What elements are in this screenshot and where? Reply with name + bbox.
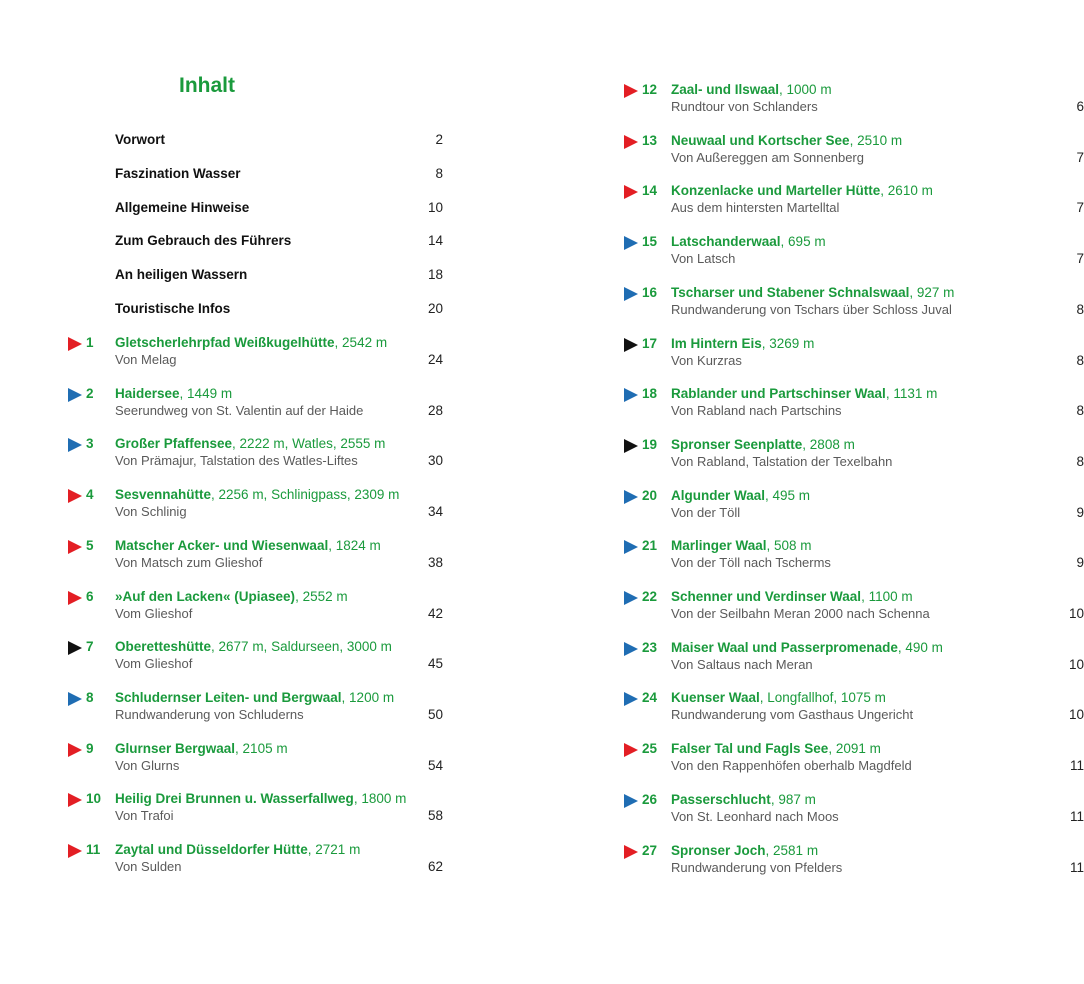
- tour-page-number: 11: [1069, 758, 1084, 774]
- toc-entry-title: Vorwort: [115, 132, 165, 147]
- tour-page-number: 38: [427, 554, 443, 570]
- tour-detail: , 695 m: [780, 234, 826, 250]
- toc-entry-page: 10: [427, 199, 443, 215]
- tour-detail: , 927 m: [909, 284, 955, 300]
- tour-name: Oberetteshütte: [115, 639, 212, 655]
- toc-entry[interactable]: [115, 267, 443, 287]
- tour-subtitle: Von Prämajur, Talstation des Watles-Liftes: [115, 453, 358, 469]
- difficulty-red-triangle-icon: [68, 591, 82, 605]
- tour-page-number: 10: [1068, 707, 1084, 723]
- tour-detail: , 2510 m: [849, 132, 903, 148]
- tour-detail: , 1449 m: [179, 385, 233, 401]
- tour-number: 7: [86, 639, 94, 655]
- tour-title: [671, 183, 933, 198]
- tour-detail: , 2721 m: [307, 842, 361, 857]
- tour-subtitle: Von Latsch: [671, 251, 736, 267]
- tour-title: [671, 437, 855, 452]
- tour-name: Glurnser Bergwaal: [115, 740, 236, 756]
- tour-detail: , 495 m: [765, 487, 811, 503]
- tour-page-number: 9: [1076, 555, 1084, 571]
- tour-page-number: 50: [427, 706, 443, 722]
- tour-number: 24: [642, 690, 658, 706]
- tour-entry[interactable]: [624, 386, 1084, 430]
- tour-page-number: 7: [1076, 251, 1084, 267]
- tour-page-number: 24: [427, 352, 443, 367]
- tour-detail: , 2581 m: [765, 842, 819, 858]
- tour-number: 23: [642, 639, 658, 655]
- tour-entry[interactable]: [68, 690, 443, 734]
- tour-name: Zaal- und Ilswaal: [671, 82, 780, 97]
- tour-subtitle: Seerundweg von St. Valentin auf der Haide: [115, 402, 364, 418]
- difficulty-blue-triangle-icon: [68, 438, 82, 452]
- tour-number: 18: [642, 386, 658, 402]
- tour-title: [115, 335, 387, 350]
- tour-detail: , 508 m: [766, 538, 812, 554]
- tour-entry[interactable]: [68, 741, 443, 785]
- tour-entry[interactable]: [68, 487, 443, 531]
- tour-detail: , 1000 m: [779, 82, 832, 97]
- tour-name: Spronser Joch: [671, 842, 766, 858]
- tour-number: 16: [642, 284, 658, 300]
- tour-page-number: 8: [1076, 453, 1084, 469]
- tour-entry[interactable]: [624, 336, 1084, 380]
- tour-subtitle: Von Glurns: [115, 757, 180, 773]
- difficulty-red-triangle-icon: [624, 185, 638, 199]
- tour-subtitle: Rundwanderung von Pfelders: [671, 859, 843, 875]
- tour-entry[interactable]: [624, 183, 1084, 227]
- tour-title: [671, 336, 814, 351]
- right-page: [560, 0, 1084, 984]
- difficulty-blue-triangle-icon: [624, 794, 638, 808]
- tour-name: Latschanderwaal: [671, 234, 781, 250]
- tour-detail: , 2552 m: [295, 588, 348, 604]
- tour-entry[interactable]: [68, 589, 443, 633]
- tour-subtitle: Von Melag: [115, 352, 177, 367]
- tour-number: 17: [642, 335, 658, 351]
- tour-title: [115, 538, 381, 553]
- difficulty-red-triangle-icon: [68, 743, 82, 757]
- tour-entry[interactable]: [624, 690, 1084, 734]
- tour-title: [115, 842, 360, 857]
- toc-entry[interactable]: [115, 200, 443, 220]
- difficulty-red-triangle-icon: [624, 84, 638, 98]
- tour-number: 19: [642, 436, 658, 452]
- tour-page-number: 30: [427, 453, 443, 469]
- difficulty-black-triangle-icon: [68, 641, 82, 655]
- difficulty-red-triangle-icon: [68, 337, 82, 351]
- tour-detail: , 2091 m: [828, 741, 881, 757]
- tour-name: Gletscherlehrpfad Weißkugelhütte: [115, 335, 335, 350]
- tour-name: Falser Tal und Fagls See: [671, 741, 829, 757]
- tour-name: Schenner und Verdinser Waal: [671, 589, 862, 604]
- tour-title: [115, 487, 399, 502]
- tour-entry[interactable]: [68, 436, 443, 480]
- tour-entry[interactable]: [624, 589, 1084, 633]
- difficulty-blue-triangle-icon: [68, 692, 82, 706]
- toc-entry-title: Zum Gebrauch des Führers: [115, 233, 292, 249]
- tour-title: [671, 741, 881, 756]
- tour-subtitle: Von Außereggen am Sonnenberg: [671, 149, 864, 165]
- tour-entry[interactable]: [68, 335, 443, 379]
- tour-title: [671, 133, 902, 148]
- tour-subtitle: Vom Glieshof: [115, 656, 193, 672]
- tour-detail: , 2610 m: [880, 183, 933, 199]
- tour-name: Algunder Waal: [671, 487, 766, 503]
- tour-title: [671, 792, 816, 807]
- tour-entry[interactable]: [68, 386, 443, 430]
- difficulty-red-triangle-icon: [624, 135, 638, 149]
- tour-page-number: 8: [1076, 403, 1084, 419]
- tour-entry[interactable]: [68, 842, 443, 886]
- tour-detail: , Longfallhof, 1075 m: [759, 690, 886, 706]
- tour-number: 5: [86, 537, 94, 553]
- tour-name: Maiser Waal und Passerpromenade: [671, 639, 898, 655]
- tour-name: Großer Pfaffensee: [115, 436, 233, 452]
- tour-entry[interactable]: [68, 791, 443, 835]
- toc-entry-page: 14: [427, 233, 443, 249]
- toc-entry-title: Touristische Infos: [115, 301, 231, 316]
- tour-page-number: 54: [427, 757, 443, 773]
- tour-subtitle: Von Rabland, Talstation der Texelbahn: [671, 453, 893, 469]
- tour-page-number: 45: [427, 656, 443, 672]
- tour-detail: , 3269 m: [761, 335, 815, 351]
- tour-subtitle: Von Rabland nach Partschins: [671, 403, 842, 419]
- tour-title: [671, 386, 937, 401]
- tour-page-number: 7: [1076, 200, 1084, 216]
- tour-subtitle: Von Saltaus nach Meran: [671, 656, 813, 672]
- tour-title: [671, 82, 832, 97]
- toc-entry-page: 8: [435, 165, 443, 181]
- tour-entry[interactable]: [624, 133, 1084, 177]
- tour-name: Konzenlacke und Marteller Hütte: [671, 183, 881, 199]
- tour-subtitle: Von Schlinig: [115, 504, 187, 520]
- tour-name: Im Hintern Eis: [671, 335, 762, 351]
- toc-entry-title: An heiligen Wassern: [115, 267, 248, 283]
- tour-name: Matscher Acker- und Wiesenwaal: [115, 537, 329, 553]
- tour-name: Sesvennahütte: [115, 487, 212, 503]
- tour-detail: , 2808 m: [802, 436, 855, 452]
- tour-page-number: 58: [427, 808, 443, 824]
- tour-number: 10: [86, 791, 102, 807]
- tour-entry[interactable]: [624, 437, 1084, 481]
- tour-entry[interactable]: [624, 792, 1084, 836]
- tour-detail: , 2542 m: [334, 335, 388, 350]
- tour-subtitle: Aus dem hintersten Martelltal: [671, 200, 840, 216]
- toc-entry[interactable]: [115, 301, 443, 321]
- tour-entry[interactable]: [624, 538, 1084, 582]
- tour-subtitle: Von Matsch zum Glieshof: [115, 554, 263, 570]
- tour-page-number: 7: [1076, 149, 1084, 165]
- difficulty-blue-triangle-icon: [624, 287, 638, 301]
- difficulty-red-triangle-icon: [68, 540, 82, 554]
- tour-subtitle: Von der Seilbahn Meran 2000 nach Schenna: [671, 606, 930, 621]
- tour-title: [671, 538, 812, 553]
- difficulty-blue-triangle-icon: [624, 490, 638, 504]
- tour-page-number: 10: [1068, 606, 1084, 621]
- tour-subtitle: Von der Töll: [671, 504, 741, 520]
- tour-page-number: 9: [1076, 504, 1084, 520]
- tour-detail: , 1824 m: [328, 537, 381, 553]
- tour-title: [115, 690, 394, 705]
- tour-number: 4: [86, 487, 94, 503]
- toc-entry[interactable]: [115, 166, 443, 186]
- tour-title: [115, 791, 406, 806]
- tour-name: Kuenser Waal: [671, 690, 760, 706]
- tour-number: 1: [86, 335, 94, 350]
- tour-subtitle: Von der Töll nach Tscherms: [671, 555, 831, 571]
- tour-number: 14: [642, 183, 658, 199]
- tour-number: 3: [86, 436, 94, 452]
- tour-title: [671, 589, 913, 604]
- tour-subtitle: Von Sulden: [115, 859, 182, 874]
- difficulty-blue-triangle-icon: [624, 692, 638, 706]
- toc-entry-title: Allgemeine Hinweise: [115, 199, 250, 215]
- tour-detail: , 2677 m, Saldurseen, 3000 m: [211, 639, 392, 655]
- tour-title: [115, 589, 348, 604]
- tour-entry[interactable]: [624, 640, 1084, 684]
- difficulty-blue-triangle-icon: [624, 388, 638, 402]
- tour-page-number: 11: [1069, 808, 1084, 824]
- tour-page-number: 10: [1068, 656, 1084, 672]
- difficulty-blue-triangle-icon: [624, 591, 638, 605]
- tour-subtitle: Rundwanderung vom Gasthaus Ungericht: [671, 707, 914, 723]
- tour-number: 26: [642, 791, 658, 807]
- tour-page-number: 8: [1076, 301, 1084, 317]
- page-title: Inhalt: [179, 74, 235, 97]
- difficulty-blue-triangle-icon: [624, 642, 638, 656]
- tour-number: 12: [642, 82, 658, 97]
- toc-entry-title: Faszination Wasser: [115, 165, 241, 181]
- tour-detail: , 2256 m, Schlinigpass, 2309 m: [211, 487, 400, 503]
- tour-detail: , 490 m: [897, 639, 943, 655]
- tour-number: 20: [642, 487, 658, 503]
- tour-title: [671, 690, 886, 705]
- tour-name: Schludernser Leiten- und Bergwaal: [115, 689, 342, 705]
- difficulty-red-triangle-icon: [68, 844, 82, 858]
- tour-title: [671, 234, 826, 249]
- tour-entry[interactable]: [624, 488, 1084, 532]
- tour-number: 2: [86, 385, 94, 401]
- tour-subtitle: Rundtour von Schlanders: [671, 99, 818, 114]
- tour-name: Spronser Seenplatte: [671, 436, 803, 452]
- tour-subtitle: Von St. Leonhard nach Moos: [671, 808, 839, 824]
- tour-subtitle: Vom Glieshof: [115, 605, 193, 621]
- tour-page-number: 8: [1076, 352, 1084, 368]
- tour-title: [671, 488, 810, 503]
- tour-name: Heilig Drei Brunnen u. Wasserfallweg: [115, 791, 354, 807]
- toc-entry-page: 18: [427, 267, 443, 283]
- tour-entry[interactable]: [624, 741, 1084, 785]
- tour-detail: , 1200 m: [341, 689, 395, 705]
- difficulty-red-triangle-icon: [624, 845, 638, 859]
- tour-entry[interactable]: [624, 843, 1084, 887]
- tour-detail: , 2105 m: [235, 740, 288, 756]
- tour-detail: , 1100 m: [861, 589, 913, 604]
- toc-entry-page: 2: [435, 132, 443, 147]
- tour-subtitle: Rundwanderung von Tschars über Schloss Juval: [671, 301, 952, 317]
- toc-entry-page: 20: [427, 301, 443, 316]
- tour-number: 8: [86, 689, 94, 705]
- tour-number: 15: [642, 234, 658, 250]
- tour-subtitle: Von den Rappenhöfen oberhalb Magdfeld: [671, 758, 912, 774]
- tour-entry[interactable]: [68, 639, 443, 683]
- difficulty-black-triangle-icon: [624, 338, 638, 352]
- tour-name: Marlinger Waal: [671, 538, 767, 554]
- tour-name: Passerschlucht: [671, 791, 771, 807]
- tour-title: [671, 285, 954, 300]
- tour-entry[interactable]: [624, 234, 1084, 278]
- tour-subtitle: Von Kurzras: [671, 352, 742, 368]
- tour-title: [115, 639, 392, 654]
- tour-number: 22: [642, 589, 658, 604]
- tour-number: 11: [86, 842, 101, 857]
- tour-title: [115, 741, 288, 756]
- tour-page-number: 6: [1076, 99, 1084, 114]
- tour-page-number: 11: [1069, 859, 1084, 875]
- difficulty-blue-triangle-icon: [624, 236, 638, 250]
- tour-subtitle: Von Trafoi: [115, 808, 174, 824]
- left-page: [0, 0, 470, 984]
- tour-detail: , 1800 m: [353, 791, 407, 807]
- difficulty-blue-triangle-icon: [624, 540, 638, 554]
- tour-page-number: 42: [427, 605, 443, 621]
- toc-entry[interactable]: [115, 233, 443, 253]
- tour-page-number: 28: [427, 402, 443, 418]
- tour-page-number: 62: [427, 859, 443, 874]
- tour-name: Zaytal und Düsseldorfer Hütte: [115, 842, 308, 857]
- tour-subtitle: Rundwanderung von Schluderns: [115, 706, 304, 722]
- tour-entry[interactable]: [624, 82, 1084, 126]
- tour-title: [671, 640, 943, 655]
- tour-name: Rablander und Partschinser Waal: [671, 386, 886, 402]
- difficulty-black-triangle-icon: [624, 439, 638, 453]
- toc-entry[interactable]: [115, 132, 443, 152]
- tour-entry[interactable]: [624, 285, 1084, 329]
- tour-name: »Auf den Lacken« (Upiasee): [115, 588, 296, 604]
- tour-number: 25: [642, 741, 658, 757]
- tour-name: Haidersee: [115, 385, 180, 401]
- tour-title: [115, 436, 385, 451]
- tour-number: 13: [642, 132, 658, 148]
- tour-page-number: 34: [427, 504, 443, 520]
- tour-title: [671, 843, 818, 858]
- difficulty-blue-triangle-icon: [68, 388, 82, 402]
- tour-detail: , 987 m: [770, 791, 816, 807]
- tour-detail: , 1131 m: [885, 386, 938, 402]
- tour-number: 27: [642, 842, 658, 858]
- difficulty-red-triangle-icon: [68, 793, 82, 807]
- tour-detail: , 2222 m, Watles, 2555 m: [232, 436, 386, 452]
- tour-title: [115, 386, 232, 401]
- tour-number: 9: [86, 740, 94, 756]
- tour-entry[interactable]: [68, 538, 443, 582]
- tour-name: Tscharser und Stabener Schnalswaal: [671, 284, 910, 300]
- tour-name: Neuwaal und Kortscher See: [671, 132, 850, 148]
- tour-number: 21: [642, 538, 658, 554]
- tour-number: 6: [86, 588, 94, 604]
- difficulty-red-triangle-icon: [68, 489, 82, 503]
- difficulty-red-triangle-icon: [624, 743, 638, 757]
